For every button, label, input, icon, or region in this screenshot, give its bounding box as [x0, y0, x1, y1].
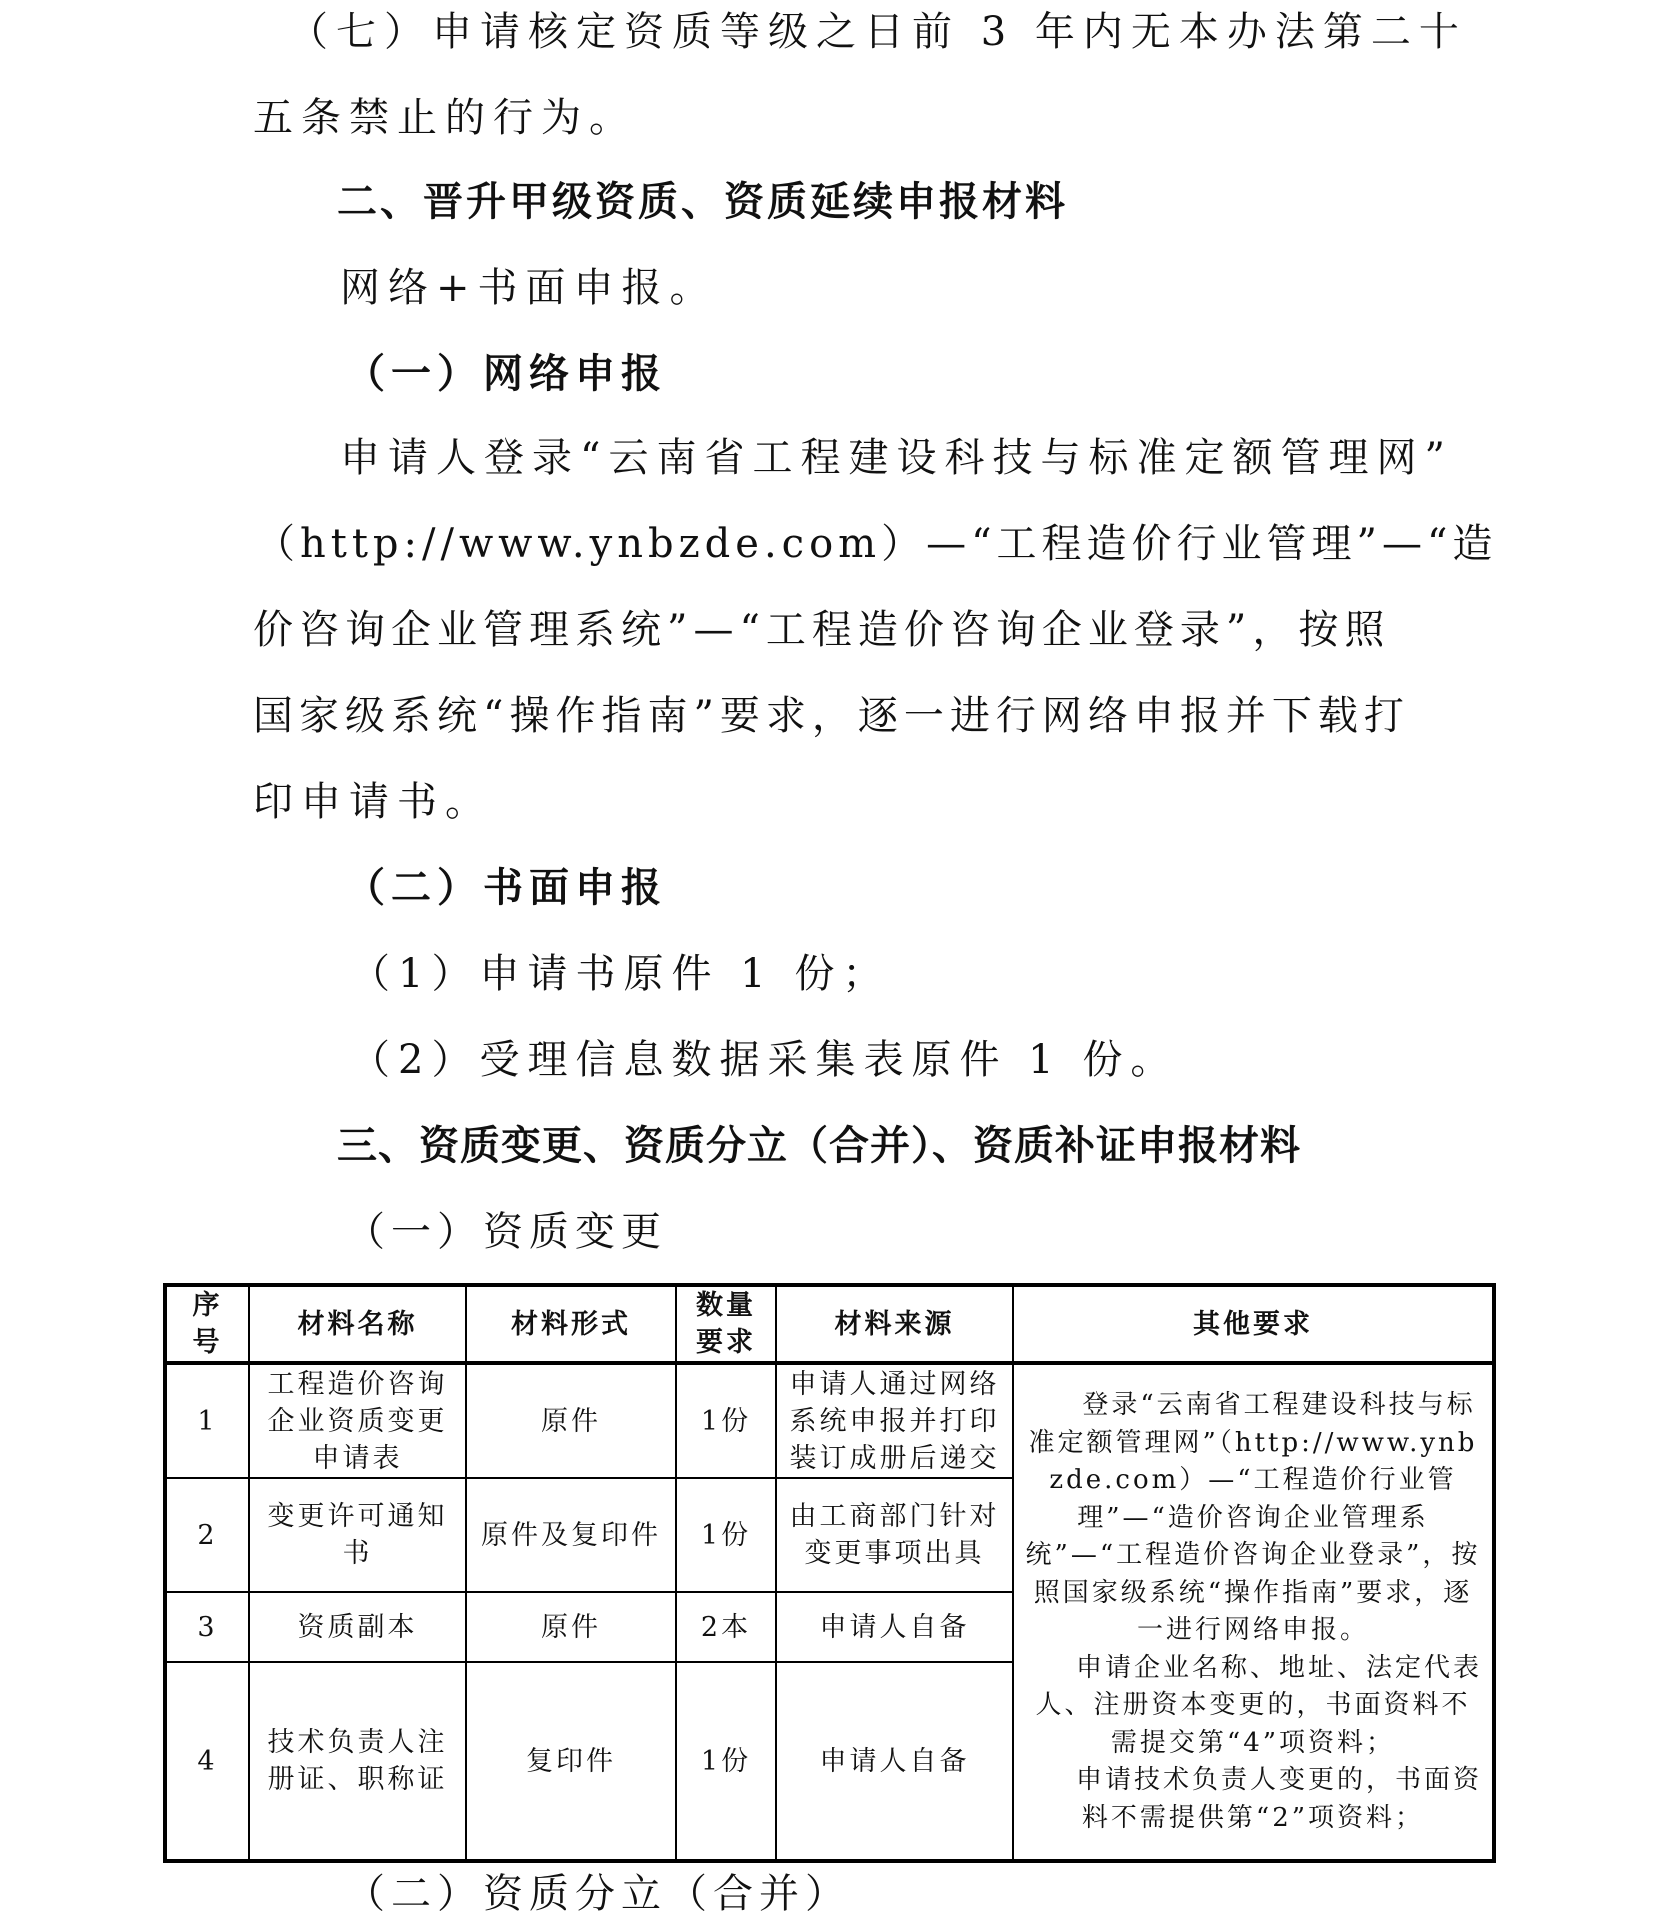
- cell-seq: 2: [165, 1478, 249, 1592]
- cell-qty: 2本: [676, 1592, 776, 1662]
- header-other: 其他要求: [1013, 1285, 1494, 1363]
- cell-seq: 3: [165, 1592, 249, 1662]
- item7-line1: （七）申请核定资质等级之日前 3 年内无本办法第二十: [288, 9, 1467, 55]
- online-line1: 申请人登录“云南省工程建设科技与标准定额管理网”: [340, 435, 1453, 481]
- header-seq: 序号: [165, 1285, 249, 1363]
- section3-heading: 三、资质变更、资质分立（合并）、资质补证申报材料: [337, 1123, 1301, 1169]
- cell-other-requirements: [1013, 1363, 1494, 1861]
- cell-source: 申请人自备: [776, 1662, 1013, 1861]
- header-source: 材料来源: [776, 1285, 1013, 1363]
- cell-name: 资质副本: [249, 1592, 466, 1662]
- header-name: 材料名称: [249, 1285, 466, 1363]
- other-requirement-3: 申请技术负责人变更的，书面资料不需提供第“2”项资料；: [1076, 1765, 1483, 1833]
- cell-form: 复印件: [466, 1662, 676, 1861]
- cell-source: 由工商部门针对变更事项出具: [776, 1478, 1013, 1592]
- online-line2: （http://www.ynbzde.com）—“工程造价行业管理”—“造: [255, 521, 1498, 567]
- cell-seq: 1: [165, 1363, 249, 1478]
- sub2-heading: [345, 862, 667, 914]
- cell-form: 原件及复印件: [466, 1478, 676, 1592]
- cell-qty: 1份: [676, 1662, 776, 1861]
- method-text: 网络+书面申报。: [340, 265, 718, 311]
- other-requirement-2: 申请企业名称、地址、法定代表人、注册资本变更的，书面资料不需提交第“4”项资料；: [1035, 1652, 1483, 1758]
- online-line5: 印申请书。: [253, 779, 493, 825]
- item7-line2: 五条禁止的行为。: [253, 95, 637, 141]
- cell-form: 原件: [466, 1592, 676, 1662]
- header-qty: 数量要求: [676, 1285, 776, 1363]
- sub3-heading: （一）资质变更: [345, 1209, 667, 1255]
- materials-table: [163, 1283, 1496, 1863]
- sub2-heading-text: （二）书面申报: [345, 864, 667, 911]
- header-form: 材料形式: [466, 1285, 676, 1363]
- cell-name: 变更许可通知书: [249, 1478, 466, 1592]
- written-item2: （2）受理信息数据采集表原件 1 份。: [350, 1037, 1179, 1083]
- other-requirement-1: 登录“云南省工程建设科技与标准定额管理网”（http://www.ynbzde.com）—“工程造价行业管理”—“造价咨询企业管理系统”—“工程造价咨询企业登录”，按照国家级系统“操作指南”要求，逐一进行网络申报。: [1025, 1390, 1481, 1645]
- sub4-heading: （二）资质分立（合并）: [345, 1871, 851, 1917]
- written-item1: （1）申请书原件 1 份；: [350, 951, 891, 997]
- cell-form: 原件: [466, 1363, 676, 1478]
- cell-source: 申请人自备: [776, 1592, 1013, 1662]
- cell-qty: 1份: [676, 1478, 776, 1592]
- online-line3: 价咨询企业管理系统”—“工程造价咨询企业登录”，按照: [253, 607, 1391, 653]
- table-row: [165, 1363, 1494, 1478]
- section2-heading: 二、晋升甲级资质、资质延续申报材料: [337, 179, 1068, 225]
- table-header-row: [165, 1285, 1494, 1363]
- cell-seq: 4: [165, 1662, 249, 1861]
- cell-qty: 1份: [676, 1363, 776, 1478]
- cell-name: 工程造价咨询企业资质变更申请表: [249, 1363, 466, 1478]
- sub1-heading-text: （一）网络申报: [345, 350, 667, 397]
- cell-source: 申请人通过网络系统申报并打印装订成册后递交: [776, 1363, 1013, 1478]
- sub1-heading: [345, 348, 667, 400]
- online-line4: 国家级系统“操作指南”要求，逐一进行网络申报并下载打: [253, 693, 1410, 739]
- cell-name: 技术负责人注册证、职称证: [249, 1662, 466, 1861]
